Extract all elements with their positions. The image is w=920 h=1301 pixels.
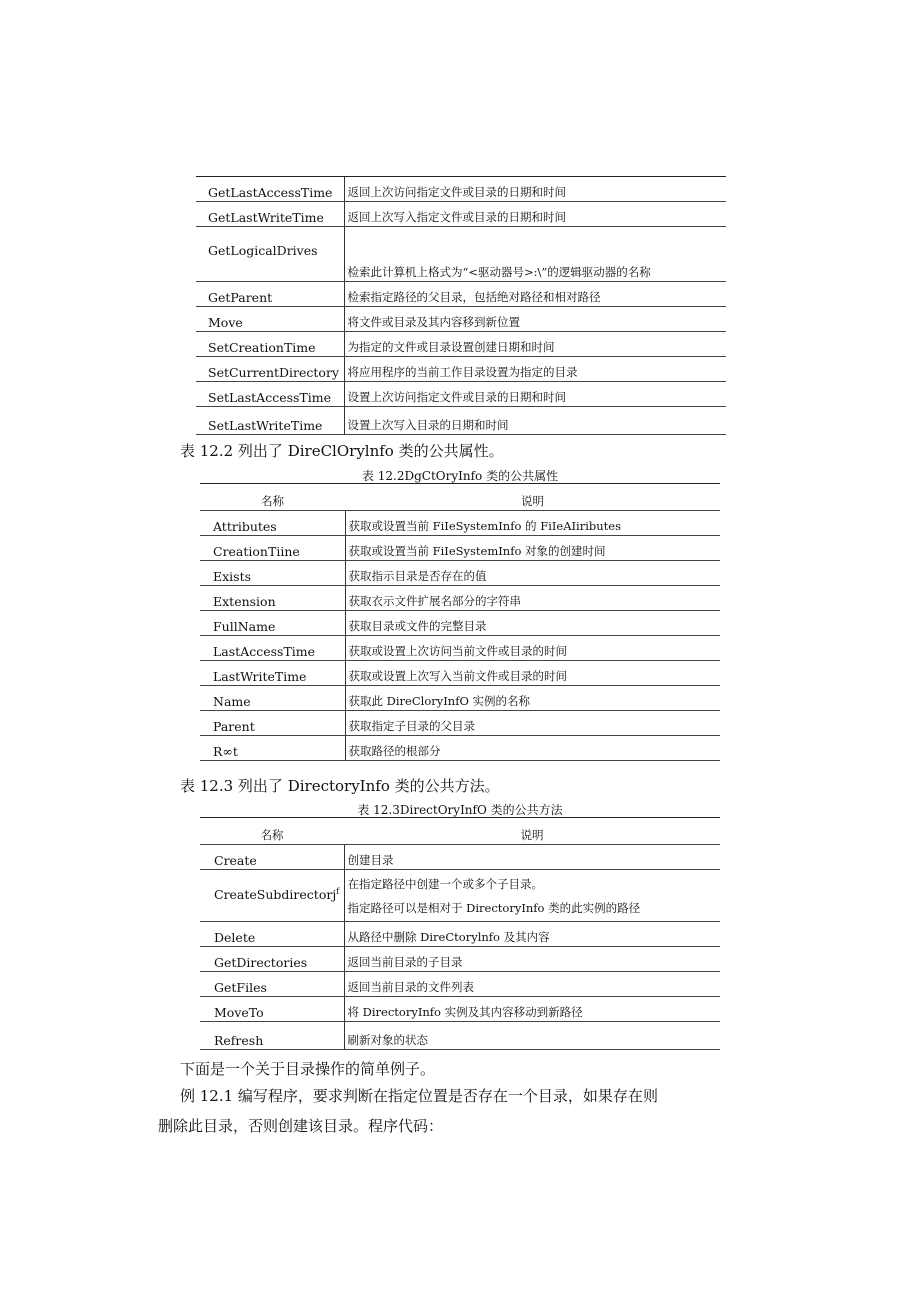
method-name-text: CreateSubdirectorj <box>214 887 337 903</box>
table-row <box>196 307 726 332</box>
method-desc: 将 DirectoryInfo 实例及其内容移动到新路径 <box>344 997 720 1022</box>
header-desc: 说明 <box>345 484 720 511</box>
method-desc: 设置上次写入目录的日期和时间 <box>344 407 726 435</box>
table-row <box>200 711 720 736</box>
method-name: MoveTo <box>200 997 344 1022</box>
property-name: LastWriteTime <box>200 661 345 686</box>
table-row <box>200 845 720 870</box>
table-row <box>196 227 726 282</box>
method-name: GetFiles <box>200 972 344 997</box>
directoryinfo-methods-table <box>200 817 720 1050</box>
property-desc: 获取此 DireCloryInfO 实例的名称 <box>345 686 720 711</box>
paragraph-example-line1: 例 12.1 编写程序，要求判断在指定位置是否存在一个目录，如果存在则 <box>180 1087 658 1105</box>
table-row <box>196 382 726 407</box>
method-name: GetParent <box>196 282 344 307</box>
table-row <box>196 332 726 357</box>
table-row <box>200 686 720 711</box>
property-name: R∞t <box>200 736 345 761</box>
property-desc: 获取指示目录是否存在的值 <box>345 561 720 586</box>
table-row <box>200 661 720 686</box>
table-row <box>200 611 720 636</box>
method-desc: 返回上次写入指定文件或目录的日期和时间 <box>344 202 726 227</box>
method-name: GetLogicalDrives <box>196 227 344 282</box>
property-name: Parent <box>200 711 345 736</box>
method-desc-line2: 指定路径可以是相对于 DirectoryInfo 类的此实例的路径 <box>347 901 641 915</box>
table-row <box>196 177 726 202</box>
header-name: 名称 <box>200 818 344 845</box>
method-desc: 创建目录 <box>344 845 720 870</box>
table-12-2-caption: 表 12.2DgCtOryInfo 类的公共属性 <box>361 469 559 483</box>
header-desc: 说明 <box>344 818 720 845</box>
property-name: Exists <box>200 561 345 586</box>
table-row <box>200 561 720 586</box>
table-header-row <box>200 818 720 845</box>
method-name: GetDirectories <box>200 947 344 972</box>
method-desc: 设置上次访问指定文件或目录的日期和时间 <box>344 382 726 407</box>
method-name: Refresh <box>200 1022 344 1050</box>
header-name: 名称 <box>200 484 345 511</box>
property-name: Name <box>200 686 345 711</box>
method-name: SetCreationTime <box>196 332 344 357</box>
property-desc: 获取衣示文件扩展名部分的字符串 <box>345 586 720 611</box>
property-name: CreationTiine <box>200 536 345 561</box>
paragraph-table-12-3-intro: 表 12.3 列出了 DirectoryInfo 类的公共方法。 <box>180 777 500 795</box>
table-header-row <box>200 484 720 511</box>
method-name: Move <box>196 307 344 332</box>
property-desc: 获取路径的根部分 <box>345 736 720 761</box>
table-row <box>196 407 726 435</box>
property-name: LastAccessTime <box>200 636 345 661</box>
method-name: GetLastWriteTime <box>196 202 344 227</box>
paragraph-table-12-2-intro: 表 12.2 列出了 DireClOrylnfo 类的公共属性。 <box>180 442 504 460</box>
method-desc <box>344 870 720 922</box>
method-desc: 将文件或目录及其内容移到新位置 <box>344 307 726 332</box>
table-row <box>200 636 720 661</box>
method-desc: 返回上次访问指定文件或目录的日期和时间 <box>344 177 726 202</box>
method-desc: 检索此计算机上格式为“<驱动器号>:\”的逻辑驱动器的名称 <box>344 227 726 282</box>
method-desc: 将应用程序的当前工作目录设置为指定的目录 <box>344 357 726 382</box>
superscript-mark: f <box>336 887 340 897</box>
paragraph-example-intro: 下面是一个关于目录操作的简单例子。 <box>180 1060 436 1078</box>
table-row <box>200 972 720 997</box>
method-desc: 刷新对象的状态 <box>344 1022 720 1050</box>
table-row <box>200 536 720 561</box>
method-desc: 返回当前目录的子目录 <box>344 947 720 972</box>
property-desc: 获取或设置上次访问当前文件或目录的时间 <box>345 636 720 661</box>
method-name <box>200 870 344 922</box>
method-name: Delete <box>200 922 344 947</box>
property-name: Attributes <box>200 511 345 536</box>
method-name: SetLastWriteTime <box>196 407 344 435</box>
table-row <box>200 922 720 947</box>
property-desc: 获取或设置当前 FiIeSystemInfo 的 FiIeAIiributes <box>345 511 720 536</box>
table-12-3-caption: 表 12.3DirectOryInfO 类的公共方法 <box>357 803 563 817</box>
method-name: Create <box>200 845 344 870</box>
method-name: SetLastAccessTime <box>196 382 344 407</box>
directoryinfo-properties-table <box>200 483 720 761</box>
method-name: SetCurrentDirectory <box>196 357 344 382</box>
table-row <box>200 1022 720 1050</box>
table-row <box>200 586 720 611</box>
property-name: FullName <box>200 611 345 636</box>
method-desc: 为指定的文件或目录设置创建日期和时间 <box>344 332 726 357</box>
table-row <box>196 282 726 307</box>
table-row <box>200 511 720 536</box>
method-name: GetLastAccessTime <box>196 177 344 202</box>
directory-methods-table-continued <box>196 176 726 435</box>
property-desc: 获取目录或文件的完整目录 <box>345 611 720 636</box>
paragraph-example-line2: 删除此目录，否则创建该目录。程序代码： <box>158 1117 444 1135</box>
table-row <box>200 870 720 922</box>
property-name: Extension <box>200 586 345 611</box>
method-desc: 检索指定路径的父目录，包括绝对路径和相对路径 <box>344 282 726 307</box>
method-desc: 返回当前目录的文件列表 <box>344 972 720 997</box>
table-row <box>196 202 726 227</box>
table-row <box>200 736 720 761</box>
table-row <box>196 357 726 382</box>
property-desc: 获取或设置当前 FiIeSystemInfo 对象的创建时间 <box>345 536 720 561</box>
method-desc: 从路径中删除 DireCtorylnfo 及其内容 <box>344 922 720 947</box>
property-desc: 获取或设置上次写入当前文件或目录的时间 <box>345 661 720 686</box>
method-desc-line1: 在指定路径中创建一个或多个子目录。 <box>347 877 543 891</box>
table-row <box>200 997 720 1022</box>
table-row <box>200 947 720 972</box>
property-desc: 获取指定子目录的父目录 <box>345 711 720 736</box>
